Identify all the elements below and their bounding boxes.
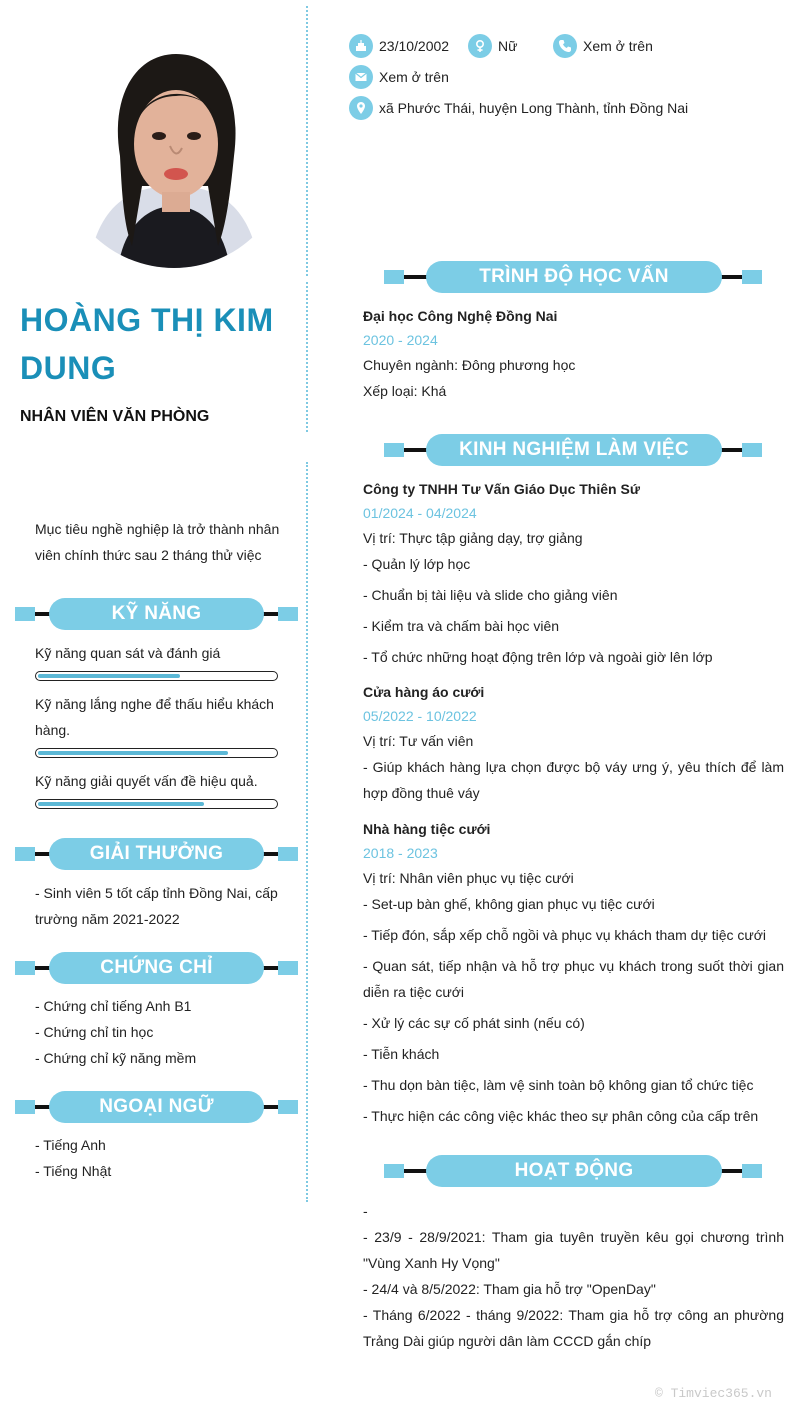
location-icon — [349, 96, 373, 120]
header-square — [742, 1164, 762, 1178]
skill-bar — [35, 671, 278, 681]
section-header-activities — [384, 1155, 764, 1187]
portrait-image — [58, 36, 290, 268]
contact-address — [349, 96, 688, 120]
skill-bar — [35, 748, 278, 758]
skill-label: Kỹ năng quan sát và đánh giá — [35, 645, 221, 661]
activity-item: - Tháng 6/2022 - tháng 9/2022: Tham gia hỗ trợ công an phường Trảng Dài giúp người dân làm CCCD gắn chíp — [363, 1307, 784, 1349]
skill-label: Kỹ năng lắng nghe để thấu hiểu khách hàng. — [35, 696, 274, 738]
career-objective: Mục tiêu nghề nghiệp là trở thành nhân viên chính thức sau 2 tháng thử việc — [35, 521, 280, 563]
header-square — [278, 607, 298, 621]
section-title: KINH NGHIỆM LÀM VIỆC — [426, 434, 722, 466]
skill-bar-fill — [38, 674, 180, 678]
contact-gender — [468, 34, 517, 58]
birthday-text: 23/10/2002 — [379, 38, 450, 54]
header-square — [15, 847, 35, 861]
job-task: - Tiếp đón, sắp xếp chỗ ngồi và phục vụ khách tham dự tiệc cưới — [363, 927, 767, 943]
gender-icon — [468, 34, 492, 58]
header-square — [384, 443, 404, 457]
email-icon — [349, 65, 373, 89]
job-task: - Tổ chức những hoạt động trên lớp và ngoài giờ lên lớp — [363, 649, 713, 665]
certificate-list — [35, 993, 285, 1071]
certificate-item: - Chứng chỉ tiếng Anh B1 — [35, 998, 192, 1014]
job-task-list — [363, 551, 784, 670]
job-period: 01/2024 - 04/2024 — [363, 505, 477, 521]
section-header-languages — [15, 1091, 298, 1123]
candidate-name: HOÀNG THỊ KIM DUNG — [20, 302, 274, 386]
job-task: - Set-up bàn ghế, không gian phục vụ tiệc cưới — [363, 896, 655, 912]
header-square — [742, 270, 762, 284]
header-square — [384, 270, 404, 284]
contact-phone — [553, 34, 653, 58]
skill-label: Kỹ năng giải quyết vấn đề hiệu quả. — [35, 773, 258, 789]
header-square — [384, 1164, 404, 1178]
contact-birthday — [349, 34, 449, 58]
address-text: xã Phước Thái, huyện Long Thành, tỉnh Đồng Nai — [379, 100, 689, 116]
watermark: © Timviec365.vn — [654, 1386, 772, 1401]
header-square — [278, 1100, 298, 1114]
job-period: 05/2022 - 10/2022 — [363, 708, 477, 724]
cake-icon — [349, 34, 373, 58]
skill-bar-fill — [38, 802, 204, 806]
job-task: - Giúp khách hàng lựa chọn được bộ váy ưng ý, yêu thích để làm hợp đồng thuê váy — [363, 759, 784, 801]
job-task: - Quan sát, tiếp nhận và hỗ trợ phục vụ khách trong suốt thời gian diễn ra tiệc cưới — [363, 958, 784, 1000]
phone-text: Xem ở trên — [583, 38, 653, 54]
header-square — [15, 1100, 35, 1114]
activity-item: - 23/9 - 28/9/2021: Tham gia tuyên truyền kêu gọi chương trình "Vùng Xanh Hy Vọng" — [363, 1229, 784, 1271]
job-role: Vị trí: Thực tập giảng dạy, trợ giảng — [363, 530, 583, 546]
column-divider — [306, 282, 308, 432]
section-header-education — [384, 261, 764, 293]
job-role: Vị trí: Nhân viên phục vụ tiệc cưới — [363, 870, 574, 886]
skill-bar-fill — [38, 751, 228, 755]
education-grade: Xếp loại: Khá — [363, 383, 447, 399]
section-title: CHỨNG CHỈ — [49, 952, 264, 984]
activity-item: - 24/4 và 8/5/2022: Tham gia hỗ trợ "OpenDay" — [363, 1281, 656, 1297]
profile-photo — [58, 36, 290, 268]
company-name: Cửa hàng áo cưới — [363, 684, 485, 700]
header-square — [278, 961, 298, 975]
section-title: KỸ NĂNG — [49, 598, 264, 630]
header-square — [278, 847, 298, 861]
job-task: - Tiễn khách — [363, 1046, 440, 1062]
section-header-awards — [15, 838, 298, 870]
section-header-experience — [384, 434, 764, 466]
gender-text: Nữ — [498, 38, 518, 54]
job-task: - Chuẩn bị tài liệu và slide cho giảng viên — [363, 587, 618, 603]
column-divider — [306, 462, 308, 1202]
language-item: - Tiếng Anh — [35, 1137, 106, 1153]
contact-email — [349, 65, 449, 89]
certificate-item: - Chứng chỉ tin học — [35, 1024, 154, 1040]
job-role: Vị trí: Tư vấn viên — [363, 733, 474, 749]
company-name: Nhà hàng tiệc cưới — [363, 821, 491, 837]
language-item: - Tiếng Nhật — [35, 1163, 112, 1179]
skill-bar — [35, 799, 278, 809]
job-task: - Xử lý các sự cố phát sinh (nếu có) — [363, 1015, 585, 1031]
section-title: NGOẠI NGỮ — [49, 1091, 264, 1123]
job-task: - Quản lý lớp học — [363, 556, 471, 572]
email-text: Xem ở trên — [379, 69, 449, 85]
phone-icon — [553, 34, 577, 58]
school-name: Đại học Công Nghệ Đồng Nai — [363, 308, 558, 324]
job-task: - Thực hiện các công việc khác theo sự phân công của cấp trên — [363, 1108, 759, 1124]
section-header-certificates — [15, 952, 298, 984]
header-square — [15, 607, 35, 621]
candidate-position: NHÂN VIÊN VĂN PHÒNG — [20, 408, 210, 425]
job-task-list — [363, 754, 784, 806]
section-header-skills — [15, 598, 298, 630]
company-name: Công ty TNHH Tư Vấn Giáo Dục Thiên Sứ — [363, 481, 640, 497]
job-task: - Thu dọn bàn tiệc, làm vệ sinh toàn bộ không gian tổ chức tiệc — [363, 1077, 754, 1093]
job-task: - Kiểm tra và chấm bài học viên — [363, 618, 560, 634]
job-task-list — [363, 891, 784, 1129]
language-list — [35, 1132, 285, 1184]
section-title: TRÌNH ĐỘ HỌC VẤN — [426, 261, 722, 293]
header-square — [15, 961, 35, 975]
column-divider — [306, 6, 308, 276]
section-title: GIẢI THƯỞNG — [49, 838, 264, 870]
activity-item: - — [363, 1203, 368, 1219]
education-major: Chuyên ngành: Đông phương học — [363, 357, 576, 373]
certificate-item: - Chứng chỉ kỹ năng mềm — [35, 1050, 197, 1066]
header-square — [742, 443, 762, 457]
education-period: 2020 - 2024 — [363, 332, 438, 348]
activity-list — [363, 1198, 784, 1354]
section-title: HOẠT ĐỘNG — [426, 1155, 722, 1187]
award-item: - Sinh viên 5 tốt cấp tỉnh Đồng Nai, cấp trường năm 2021-2022 — [35, 885, 278, 927]
job-period: 2018 - 2023 — [363, 845, 438, 861]
